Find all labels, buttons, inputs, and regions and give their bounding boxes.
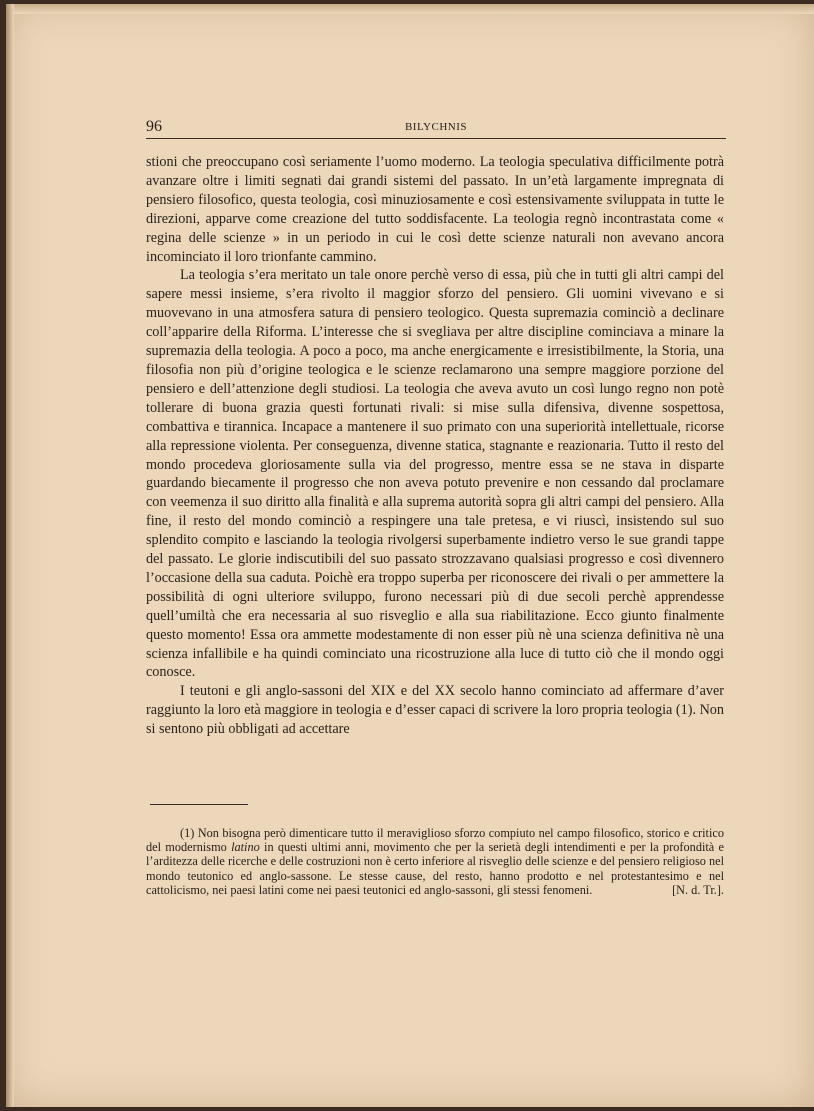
book-page <box>6 4 814 1107</box>
footnote <box>146 826 724 897</box>
footnote-text: in questi ultimi anni, movimento che per la serietà degli intendimenti e per la profondità e l’arditezza delle ricerche e delle costruzioni non è certo inferiore al risveglio delle scienze e del pensiero religioso nel mondo teutonico ed anglo-sassone. Le stesse cause, del resto, hanno prodotto e nel protestantesimo e nel cattolicismo, nei paesi latini come nei paesi teutonici ed anglo-sassoni, gli stessi fenomeni. <box>146 840 724 897</box>
paragraph: I teutoni e gli anglo-sassoni del XIX e del XX secolo hanno cominciato ad affermare d’aver raggiunto la loro età maggiore in teologia e d’esser capaci di scrivere la loro propria teologia (1). Non si sentono più obbligati ad accettare <box>146 683 724 738</box>
footnote-signature: [N. d. Tr.]. <box>672 882 724 897</box>
footnote-text: Non bisogna però dimenticare tutto il meraviglioso sforzo compiuto nel campo filosofico, storico e critico del modernismo <box>146 826 724 855</box>
page-number: 96 <box>146 118 162 135</box>
page-top-edge <box>6 4 814 14</box>
footnote-italic-word: latino <box>231 840 260 855</box>
paragraph: La teologia s’era meritato un tale onore perchè verso di essa, più che in tutti gli altri campi del sapere messi insieme, s’era rivolto il maggior sforzo del pensiero. Gli uomini vivevano e si muovevano in una atmosfera satura di pensiero teologico. Questa supremazia cominciò a declinare coll’apparire della Riforma. L’interesse che si svegliava per altre discipline cominciava a minare la supremazia della teologia. A poco a poco, ma anche energicamente e irresistibilmente, la Storia, una filosofia non più d’origine teologica e le scienze reclamarono una sempre maggiore porzione del pensiero e dell’attenzione degli studiosi. La teologia che aveva avuto un così lungo regno non potè tollerare di buona grazia questi fortunati rivali: si mise sulla difensiva, divenne sospettosa, combattiva e tirannica. Incapace a mantenere il suo primato con una superiorità intellettuale, ricorse alla repressione violenta. Per conseguenza, divenne statica, stagnante e reazionaria. Tutto il resto del mondo procedeva gloriosamente sulla via del progresso, mentre essa se ne stava in disparte guardando biecamente il progresso che non aveva potuto prevenire e non cessando dal proclamare con veemenza il suo diritto alla finalità e alla suprema autorità sopra gli altri campi del pensiero. Alla fine, il resto del mondo cominciò a respingere una tale pretesa, e vi riuscì, insistendo sul suo splendito compito e lasciando la teologia rivolgersi superbamente indietro verso le sue grandi tappe del passato. Le glorie indiscutibili del suo passato strozzavano qualsiasi progresso e così divennero l’occasione della sua caduta. Poichè era troppo superba per riconoscere dei rivali o per ammettere la possibilità di ogni ulteriore sviluppo, furono necessari più di due secoli perchè apprendesse quell’umiltà che era necessaria al suo risveglio e alla sua riabilitazione. Ecco giunto finalmente questo momento! Essa ora ammette modestamente di non esser più nè una scienza definitiva nè una scienza infallibile e ha quindi cominciato una ricostruzione alla luce di tutto ciò che il mondo oggi conosce. <box>146 267 724 681</box>
body-text <box>146 153 724 739</box>
running-head: BILYCHNIS <box>404 121 468 133</box>
paragraph-continued: stioni che preoccupano così seriamente l’uomo moderno. La teologia speculativa difficilmente potrà avanzare oltre i limiti segnati dai grandi sistemi del passato. In un’età largamente impregnata di pensiero filosofico, questa teologia, così minuziosamente e così estensivamente sviluppata in tutte le direzioni, apparve come creazione del tutto soddisfacente. La teologia regnò incontrastata come « regina delle scienze » in un periodo in cui le così dette scienze naturali non avevano ancora incominciato il loro trionfante cammino. <box>146 154 724 265</box>
footnote-rule <box>150 804 248 805</box>
page-header <box>146 116 726 139</box>
footnote-mark: (1) <box>180 826 195 840</box>
page-left-edge <box>6 4 14 1107</box>
